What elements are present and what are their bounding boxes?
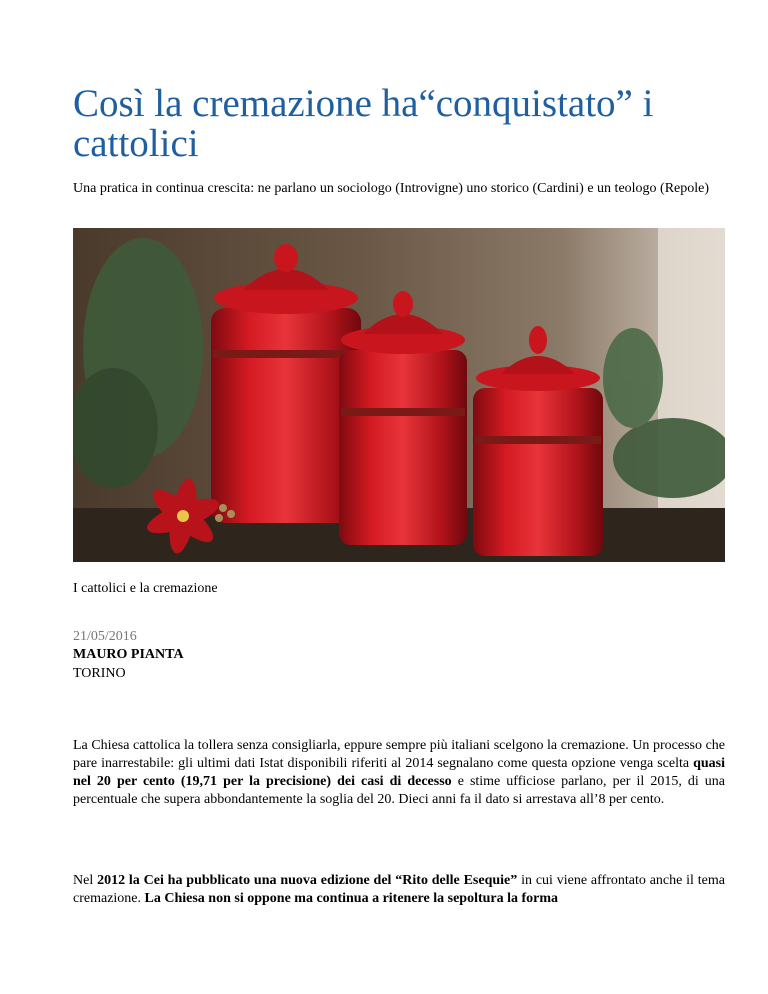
image-caption: I cattolici e la cremazione [73,581,218,596]
dateline-location: TORINO [73,666,126,681]
paragraph-1 [73,737,725,809]
author-name: MAURO PIANTA [73,647,184,662]
paragraph-2 [73,872,725,908]
publish-date: 21/05/2016 [73,629,137,644]
paragraph-1-text-b: e stime ufficiose parlano, per il 2015, di una percentuale che supera abbondantemente la soglia del 20. Dieci anni fa il dato si arrestava all’8 per cento. [73,774,725,807]
paragraph-2-text-a: Nel [73,873,98,888]
paragraph-1-bold: quasi nel 20 per cento (19,71 per la precisione) dei casi di decesso [73,756,725,789]
article-image [73,228,725,562]
article-title: Così la cremazione ha“conquistato” i cattolici [73,82,654,165]
article-subtitle: Una pratica in continua crescita: ne parlano un sociologo (Introvigne) uno storico (Cardini) e un teologo (Repole) [73,181,710,196]
paragraph-2-text-b: in cui viene affrontato anche il tema cremazione. [73,873,725,906]
paragraph-2-bold-b: La Chiesa non si oppone ma continua a ritenere la sepoltura la forma [144,891,559,906]
paragraph-1-text-a: La Chiesa cattolica la tollera senza consigliarla, eppure sempre più italiani scelgono la cremazione. Un processo che pare inarrestabile: gli ultimi dati Istat disponibili riferiti al 2014 segnalano come questa opzione venga scelta [73,738,725,771]
paragraph-2-bold-a: 2012 la Cei ha pubblicato una nuova edizione del “Rito delle Esequie” [97,873,518,888]
